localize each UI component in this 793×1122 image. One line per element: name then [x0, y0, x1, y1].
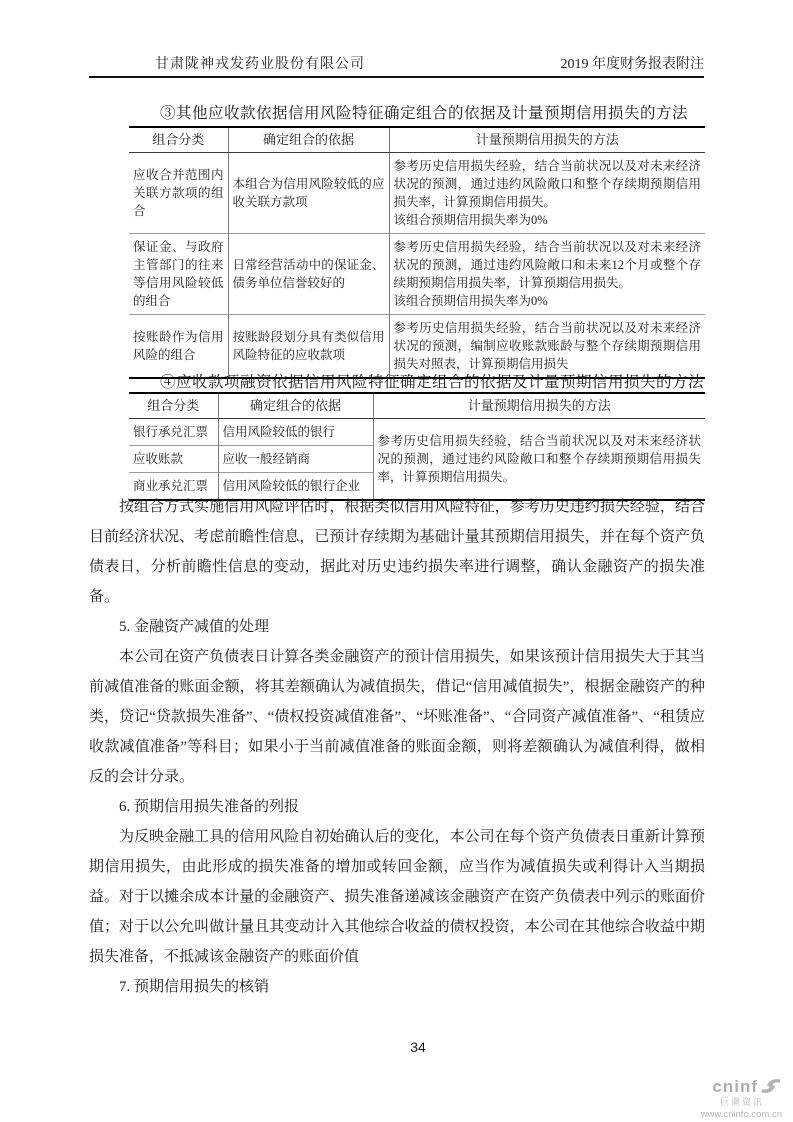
other-receivables-portfolio-table — [129, 126, 705, 379]
column-header-basis: 确定组合的依据 — [228, 127, 389, 153]
method-text: 参考历史信用损失经验，结合当前状况以及对未来经济状况的预测，编制应收账款账龄与整个存续期预期信用损失对照表，计算预期信用损失 — [393, 321, 701, 371]
header-report-title: 2019 年度财务报表附注 — [560, 57, 704, 72]
cell-category: 应收账款 — [129, 446, 218, 473]
header-company-name: 甘肃陇神戎发药业股份有限公司 — [155, 57, 365, 72]
column-header-method: 计量预期信用损失的方法 — [389, 127, 705, 153]
header-divider — [89, 76, 704, 78]
cell-method — [389, 153, 705, 234]
cell-category: 商业承兑汇票 — [129, 473, 218, 501]
section-title-receivables-financing: ④应收款项融资依据信用风险特征确定组合的依据及计量预期信用损失的方法 — [160, 374, 705, 391]
cell-basis: 日常经营活动中的保证金、债务单位信誉较好的 — [228, 234, 389, 315]
method-text: 参考历史信用损失经验，结合当前状况以及对未来经济状况的预测，通过违约风险敞口和未来12个月或整个存续期预期信用损失率，计算预期信用损失。 — [393, 240, 701, 290]
method-note: 该组合预期信用损失率为0% — [393, 213, 548, 227]
table-row — [129, 234, 705, 315]
cell-basis: 信用风险较低的银行企业 — [218, 473, 373, 501]
cninfo-swirl-icon — [760, 1076, 782, 1096]
cell-method-merged: 参考历史信用损失经验，结合当前状况以及对未来经济状况的预测，通过违约风险敞口和整个存续期预期信用损失率，计算预期信用损失。 — [373, 419, 705, 501]
page-number: 34 — [410, 1039, 426, 1055]
body-text-block — [89, 492, 705, 1002]
cninfo-logo — [701, 1076, 782, 1120]
method-text: 参考历史信用损失经验，结合当前状况以及对未来经济状况的预测，通过违约风险敞口和整个存续期预期信用损失率，计算预期信用损失。 — [393, 159, 701, 209]
cell-method — [389, 234, 705, 315]
cell-category: 保证金、与政府主管部门的往来等信用风险较低的组合 — [129, 234, 228, 315]
table-header-row — [129, 393, 705, 419]
column-header-category: 组合分类 — [129, 393, 218, 419]
table-row — [129, 419, 705, 446]
heading-ecl-presentation: 6. 预期信用损失准备的列报 — [119, 799, 300, 815]
cell-category: 应收合并范围内关联方款项的组合 — [129, 153, 228, 234]
column-header-method: 计量预期信用损失的方法 — [373, 393, 705, 419]
paragraph-ecl-presentation: 为反映金融工具的信用风险自初始确认后的变化，本公司在每个资产负债表日重新计算预期信用损失，由此形成的损失准备的增加或转回金额，应当作为减值损失或利得计入当期损益。对于以摊余成本计量的金融资产、损失准备递减该金融资产在资产负债表中列示的账面价值；对于以公允叫做计量且其变动计入其他综合收益的债权投资，本公司在其他综合收益中期损失准备，不抵减该金融资产的账面价值 — [89, 829, 705, 965]
heading-impairment-treatment: 5. 金融资产减值的处理 — [119, 619, 270, 635]
column-header-category: 组合分类 — [129, 127, 228, 153]
section-title-other-receivables: ③其他应收款依据信用风险特征确定组合的依据及计量预期信用损失的方法 — [160, 105, 689, 122]
method-note: 该组合预期信用损失率为0% — [393, 294, 548, 308]
cell-basis: 本组合为信用风险较低的应收关联方款项 — [228, 153, 389, 234]
cell-method — [389, 315, 705, 379]
cell-category: 按账龄作为信用风险的组合 — [129, 315, 228, 379]
cell-category: 银行承兑汇票 — [129, 419, 218, 446]
table-row — [129, 153, 705, 234]
table-row — [129, 315, 705, 379]
cninfo-brand-text: cninf — [712, 1076, 758, 1096]
cell-basis: 应收一般经销商 — [218, 446, 373, 473]
paragraph-impairment-treatment: 本公司在资产负债表日计算各类金融资产的预计信用损失，如果该预计信用损失大于其当前减值准备的账面金额，将其差额确认为减值损失，借记“信用减值损失”，根据金融资产的种类，贷记“贷款损失准备”、“债权投资减值准备”、“坏账准备”、“合同资产减值准备”、“租赁应收款减值准备”等科目；如果小于当前减值准备的账面金额，则将差额确认为减值利得，做相反的会计分录。 — [89, 649, 705, 785]
heading-ecl-writeoff: 7. 预期信用损失的核销 — [119, 979, 270, 995]
cell-basis: 按账龄段划分具有类似信用风险特征的应收款项 — [228, 315, 389, 379]
receivables-financing-portfolio-table — [129, 392, 705, 501]
table-header-row — [129, 127, 705, 153]
cell-basis: 信用风险较低的银行 — [218, 419, 373, 446]
cninfo-chinese-name: 巨潮资讯 — [719, 1097, 764, 1107]
paragraph-portfolio-credit-assessment: 按组合方式实施信用风险评估时，根据类似信用风险特征，参考历史违约损失经验，结合目前经济状况、考虑前瞻性信息，已预计存续期为基础计量其预期信用损失，并在每个资产负债表日，分析前瞻性信息的变动，据此对历史违约损失率进行调整，确认金融资产的损失准备。 — [89, 499, 705, 605]
column-header-basis: 确定组合的依据 — [218, 393, 373, 419]
cninfo-url-text: www.cninfo.com.cn — [700, 1109, 782, 1120]
